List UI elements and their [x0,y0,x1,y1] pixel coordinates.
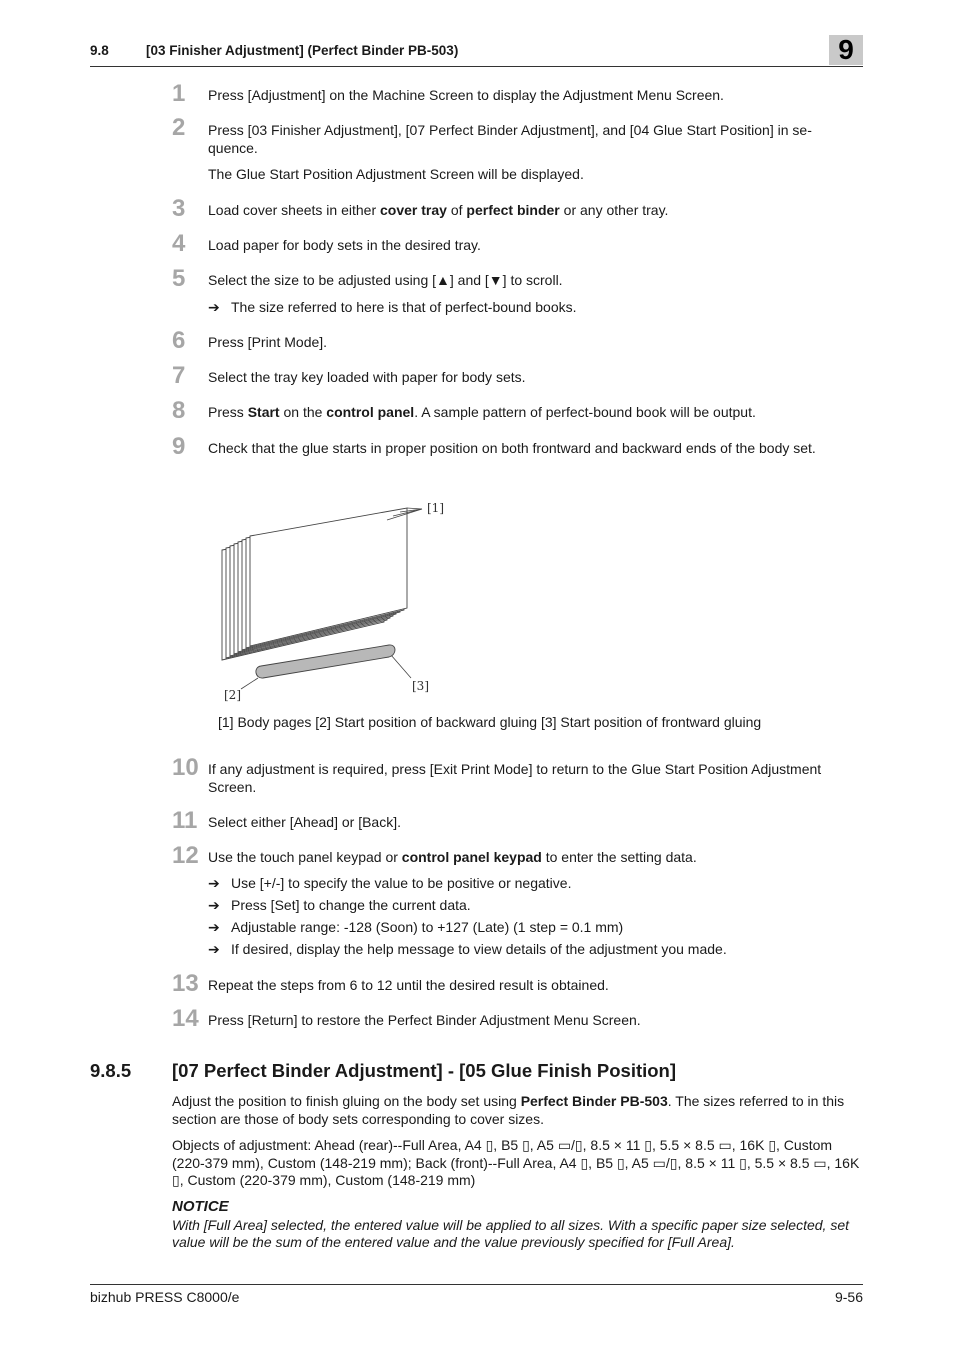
step-text: Press [Return] to restore the Perfect Binder Adjustment Menu Screen. [208,1012,641,1028]
step-text: Check that the glue starts in proper position on both frontward and backward ends of the body set. [208,440,816,456]
step-note: ➔ If desired, display the help message to view details of the adjustment you made. [208,941,727,957]
step-text: Load cover sheets in either cover tray of perfect binder or any other tray. [208,202,669,218]
step-number: 4 [172,230,186,257]
step-note: ➔ Adjustable range: -128 (Soon) to +127 (Late) (1 step = 0.1 mm) [208,919,624,935]
step-number: 10 [172,754,199,781]
section-intro: Adjust the position to finish gluing on the body set using Perfect Binder PB-503. The sizes referred to in this section are those of body sets corresponding to cover sizes. [172,1093,845,1127]
gluing-diagram [215,495,455,710]
arrow-icon: ➔ [208,897,220,913]
step-text: Press Start on the control panel. A sample pattern of perfect-bound book will be output. [208,404,756,420]
step-number: 14 [172,1005,199,1032]
arrow-icon: ➔ [208,941,220,957]
arrow-icon: ➔ [208,919,220,935]
step-text: If any adjustment is required, press [Exit Print Mode] to return to the Glue Start Position Adjustment Screen. [208,761,822,795]
step-text: Load paper for body sets in the desired tray. [208,237,481,253]
step-number: 3 [172,195,186,222]
step-text: Press [03 Finisher Adjustment], [07 Perfect Binder Adjustment], and [04 Glue Start Position] in se-quence. [208,122,812,156]
header-section-title: [03 Finisher Adjustment] (Perfect Binder PB-503) [146,43,459,58]
step-text: Repeat the steps from 6 to 12 until the desired result is obtained. [208,977,609,993]
step-result: The Glue Start Position Adjustment Screen will be displayed. [208,166,584,182]
step-note: ➔ Use [+/-] to specify the value to be positive or negative. [208,875,572,891]
step-number: 8 [172,397,186,424]
page-header [90,34,863,67]
step-text: Select the size to be adjusted using [▲] and [▼] to scroll. [208,272,563,288]
step-note: ➔ Press [Set] to change the current data. [208,897,471,913]
page-number: 9-56 [834,1289,863,1305]
step-number: 7 [172,362,186,389]
product-name: bizhub PRESS C8000/e [90,1289,240,1305]
section-title: [07 Perfect Binder Adjustment] - [05 Glue Finish Position] [172,1060,677,1081]
notice-text: With [Full Area] selected, the entered value will be applied to all sizes. With a specific paper size selected, set value will be the sum of the entered value and the value previously specified for [Full Area]. [172,1217,850,1250]
chapter-badge: 9 [829,35,863,65]
step-number: 2 [172,114,186,141]
step-number: 6 [172,327,186,354]
arrow-icon: ➔ [208,875,220,891]
figure-label-2: [2] [224,688,241,702]
figure-label-1: [1] [427,501,444,515]
step-text: Press [Print Mode]. [208,334,328,350]
header-section-number: 9.8 [90,43,109,58]
adjustment-objects: Objects of adjustment: Ahead (rear)--Full Area, A4 ▯, B5 ▯, A5 ▭/▯, 8.5 × 11 ▯, 5.5 × 8.5 ▭, 16K ▯, Custom (220-379 mm), Custom (148-219 mm); Back (front)--Full Area, A4 ▯, B5 ▯, A5 ▭/▯, 8.5 × 11 ▯, 5.5 × 8.5 ▭, 16K ▯, Custom (220-379 mm), Custom (148-219 mm) [172,1137,860,1188]
step-text: Select either [Ahead] or [Back]. [208,814,401,830]
step-number: 12 [172,842,199,869]
figure-caption: [1] Body pages [2] Start position of backward gluing [3] Start position of frontward gluing [218,714,762,730]
step-number: 5 [172,265,186,292]
arrow-icon: ➔ [208,299,220,315]
page-footer [90,1284,863,1305]
figure-label-3: [3] [412,679,429,693]
step-note: ➔ The size referred to here is that of perfect-bound books. [208,299,577,315]
notice-title: NOTICE [172,1198,229,1215]
step-text: Use the touch panel keypad or control panel keypad to enter the setting data. [208,849,697,865]
section-number: 9.8.5 [90,1060,132,1081]
step-text: Press [Adjustment] on the Machine Screen to display the Adjustment Menu Screen. [208,87,724,103]
step-text: Select the tray key loaded with paper for body sets. [208,369,526,385]
step-number: 11 [172,807,198,834]
step-number: 13 [172,970,199,997]
section-heading [90,1060,676,1082]
step-number: 9 [172,433,186,460]
step-number: 1 [172,80,186,107]
